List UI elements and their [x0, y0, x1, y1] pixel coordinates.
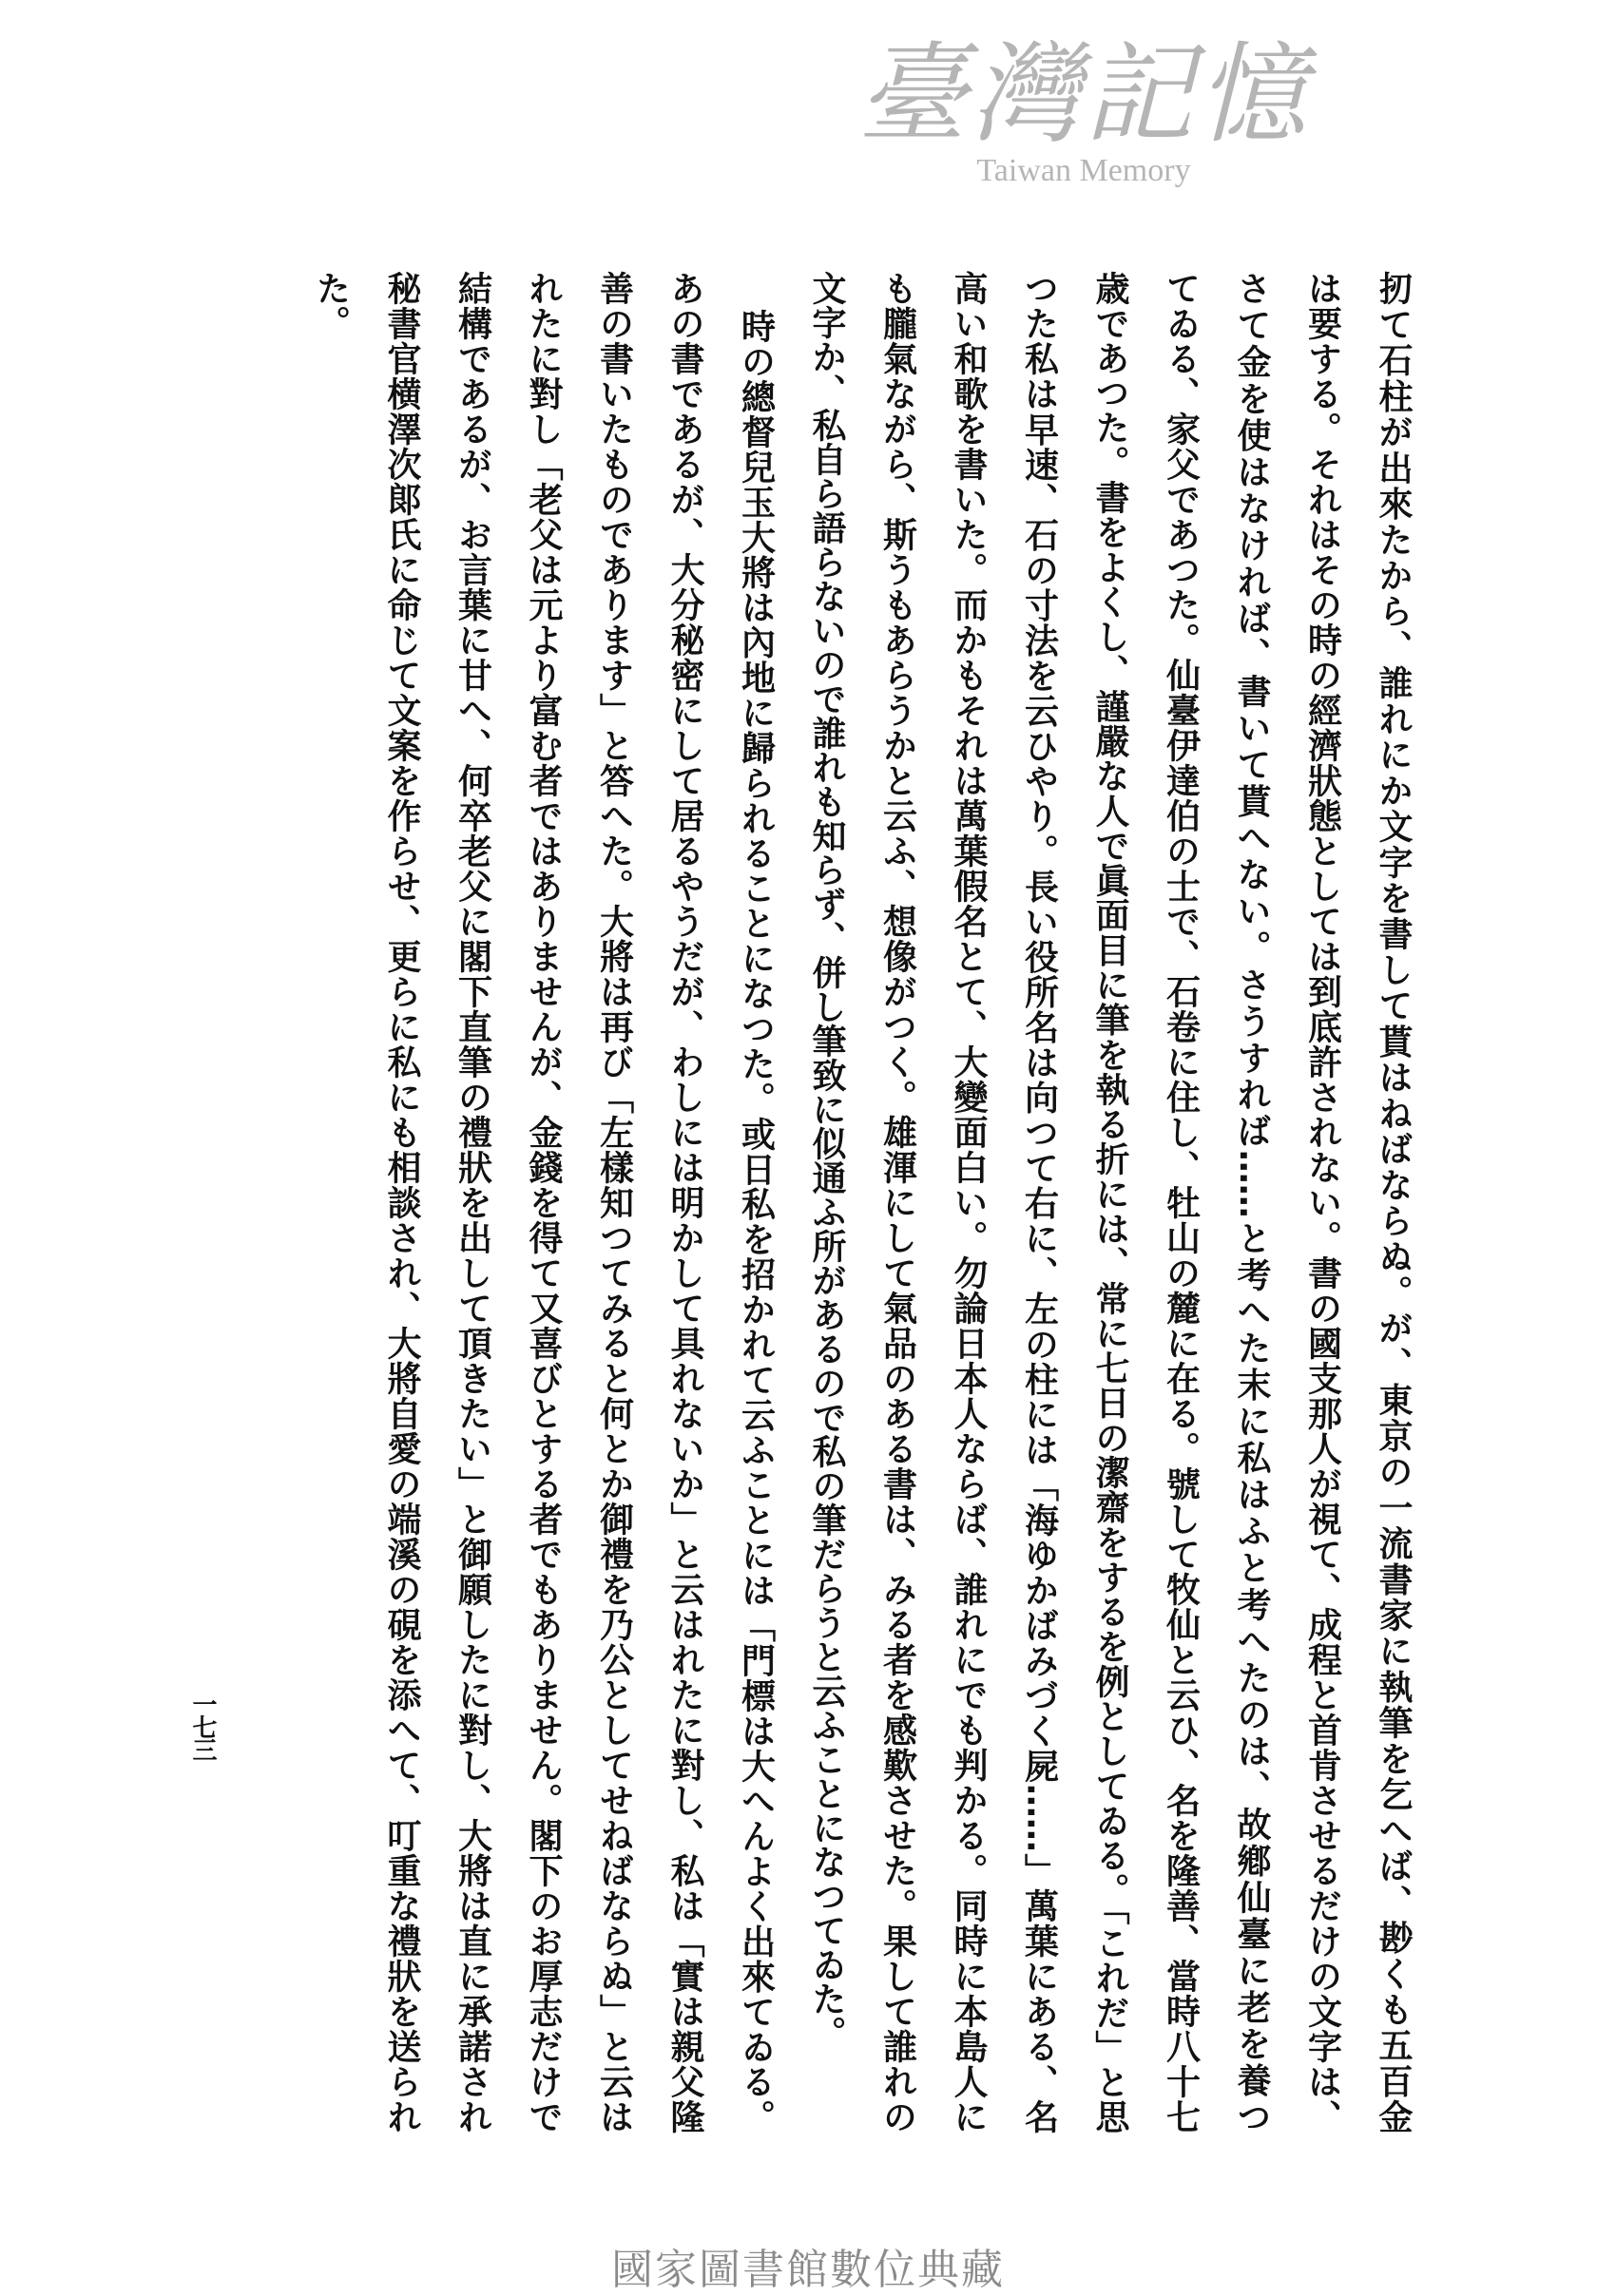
watermark-logo — [837, 31, 1331, 190]
text-column: 文字か、私自ら語らないので誰れも知らず、併し筆致に似通ふ所があるので私の筆だらうと云ふことになつてゐた。 — [807, 271, 846, 2050]
text-column: も朧氣ながら、斯うもあらうかと云ふ、想像がつく。雄渾にして氣品のある書は、みる者を感歎させた。果して誰れの — [877, 271, 917, 2133]
watermark-subtitle: Taiwan Memory — [976, 153, 1191, 188]
text-column: 時の總督兒玉大將は內地に歸られることになつた。或日私を招かれて云ふことには「門標は大へんよく出來てゐる。 — [736, 309, 776, 2133]
text-column: 歳であつた。書をよくし、謹嚴な人で眞面目に筆を執る折には、常に七日の潔齋をするを例としてゐる。「これだ」と思 — [1090, 271, 1129, 2133]
footer-archive-label: 國家圖書館數位典藏 — [611, 2246, 1005, 2294]
text-column: れたに對し「老父は元より富む者ではありませんが、金錢を得て又喜びとする者でもありません。閣下のお厚志だけで — [524, 271, 563, 2133]
text-column: つた私は早速、石の寸法を云ひやり。長い役所名は向つて右に、左の柱には「海ゆかばみづく屍……」萬葉にある、名 — [1019, 271, 1059, 2134]
text-column: は要する。それはその時の經濟狀態としては到底許されない。書の國支那人が視て、成程と首肯させるだけの文字は、 — [1302, 271, 1342, 2133]
text-column: 善の書いたものであります」と答へた。大將は再び「左樣知つてみると何とか御禮を乃公としてせねばならぬ」と云は — [594, 271, 634, 2133]
text-column: 扨て石柱が出來たから、誰れにか文字を書して貰はねばならぬ。が、東京の一流書家に執筆を乞へば、尠くも五百金 — [1374, 271, 1413, 2133]
text-column: た。 — [311, 271, 351, 339]
text-column: 高い和歌を書いた。而かもそれは萬葉假名とて、大變面白い。勿論日本人ならば、誰れにでも判かる。同時に本島人に — [949, 271, 988, 2133]
text-column: さて金を使はなければ、書いて貰へない。さうすれば……と考へた末に私はふと考へたのは、故鄕仙臺に老を養つ — [1232, 271, 1271, 2134]
text-column: 秘書官横澤次郞氏に命じて文案を作らせ、更らに私にも相談され、大將自愛の端溪の硯を添へて、叮重な禮狀を送られ — [382, 271, 421, 2133]
text-column: 結構であるが、お言葉に甘へ、何卒老父に閣下直筆の禮狀を出して頂きたい」と御願したに對し、大將は直に承諾され — [452, 271, 492, 2133]
text-column: あの書であるが、大分秘密にして居るやうだが、わしには明かして具れないか」と云はれたに對し、私は「實は親父隆 — [665, 271, 704, 2133]
page-number: 一七三 — [188, 1692, 217, 1760]
watermark-title: 臺灣記憶 — [857, 31, 1310, 159]
text-column: てゐる、家父であつた。仙臺伊達伯の士で、石卷に住し、牡山の麓に在る。號して牧仙と云ひ、名を隆善、當時八十七 — [1161, 271, 1201, 2133]
